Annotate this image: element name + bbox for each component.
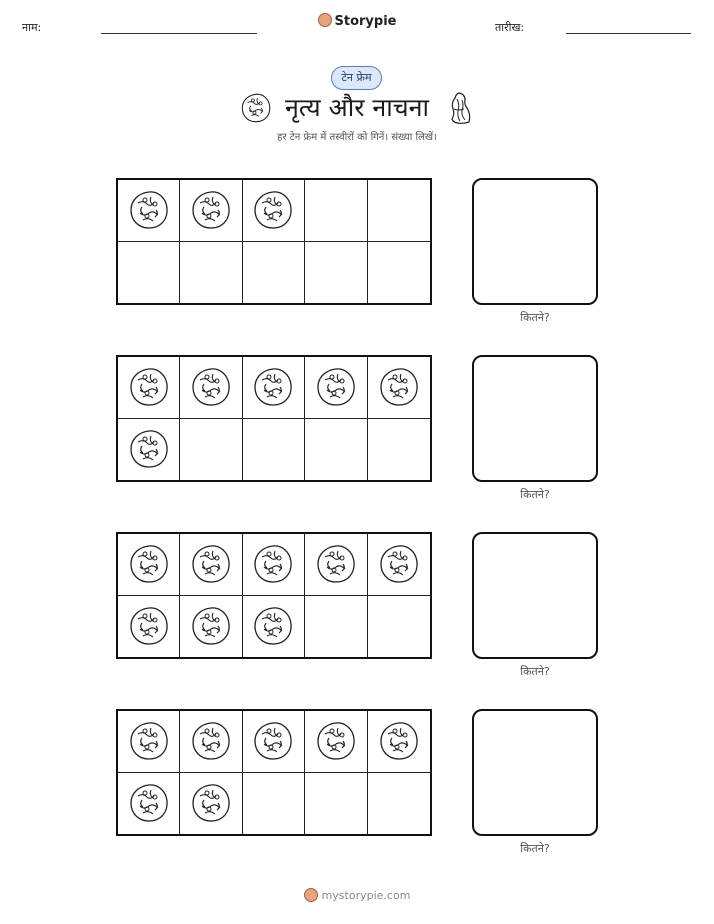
dancing-circle-icon xyxy=(252,366,294,408)
brand-name: Storypie xyxy=(334,14,397,29)
footer xyxy=(0,888,714,902)
instruction-text: हर टेन फ्रेम में तस्वीरों को गिनें। संख्या लिखें। xyxy=(277,132,437,143)
worksheet-title: नृत्य और नाचना xyxy=(285,93,429,122)
ten-frame-cell xyxy=(118,180,180,242)
dancing-circle-icon xyxy=(252,543,294,585)
dancing-circle-icon xyxy=(128,720,170,762)
dancing-circle-icon xyxy=(190,782,232,824)
answer-box[interactable] xyxy=(472,532,598,659)
dancing-circle-icon xyxy=(252,605,294,647)
ten-frame-cell xyxy=(243,711,305,773)
name-line[interactable] xyxy=(101,33,257,34)
ten-frame-cell xyxy=(180,534,242,596)
dancing-circle-icon xyxy=(315,366,357,408)
ten-frame-cell xyxy=(118,596,180,658)
dancing-circle-icon xyxy=(128,189,170,231)
dancing-circle-icon xyxy=(315,543,357,585)
ten-frame-cell xyxy=(243,596,305,658)
ten-frame-cell xyxy=(118,773,180,835)
dancer-figure-icon xyxy=(447,91,473,125)
dancing-circle-icon xyxy=(128,543,170,585)
ten-frame-cell xyxy=(368,180,430,242)
footer-url[interactable]: mystorypie.com xyxy=(321,889,411,902)
ten-frame-cell xyxy=(180,711,242,773)
answer-label: कितने? xyxy=(520,665,550,678)
bear-logo-icon xyxy=(304,888,318,902)
ten-frame-cell xyxy=(368,242,430,304)
ten-frame-cell xyxy=(305,596,367,658)
dancing-circle-icon xyxy=(128,605,170,647)
ten-frame-cell xyxy=(180,773,242,835)
ten-frame-cell xyxy=(243,419,305,481)
ten-frame-cell xyxy=(118,711,180,773)
answer-box[interactable] xyxy=(472,709,598,836)
ten-frame-cell xyxy=(368,596,430,658)
ten-frame-cell xyxy=(243,357,305,419)
date-line[interactable] xyxy=(566,33,691,34)
name-label: नाम: xyxy=(22,21,42,34)
ten-frame-cell xyxy=(118,534,180,596)
ten-frame-cell xyxy=(305,419,367,481)
dancing-circle-icon xyxy=(190,605,232,647)
ten-frame-cell xyxy=(243,180,305,242)
brand-logo xyxy=(0,13,714,29)
ten-frame-cell xyxy=(305,357,367,419)
dancing-circle-icon xyxy=(128,782,170,824)
dancing-circle-icon xyxy=(128,428,170,470)
ten-frame-cell xyxy=(305,711,367,773)
bear-logo-icon xyxy=(318,13,332,27)
ten-frame-cell xyxy=(180,596,242,658)
ten-frame-cell xyxy=(368,419,430,481)
ten-frame-cell xyxy=(180,357,242,419)
ten-frame-cell xyxy=(180,242,242,304)
ten-frame-cell xyxy=(368,773,430,835)
ten-frame-cell xyxy=(305,180,367,242)
dancing-circle-icon xyxy=(252,189,294,231)
ten-frame-cell xyxy=(368,534,430,596)
ten-frame xyxy=(116,709,432,836)
answer-label: कितने? xyxy=(520,488,550,501)
ten-frame-cell xyxy=(118,242,180,304)
dancing-circle-icon xyxy=(378,366,420,408)
ten-frame xyxy=(116,532,432,659)
ten-frame-cell xyxy=(305,773,367,835)
dancing-circle-icon xyxy=(190,366,232,408)
topic-badge: टेन फ्रेम xyxy=(331,66,382,90)
dancing-circle-icon xyxy=(252,720,294,762)
answer-box[interactable] xyxy=(472,178,598,305)
answer-label: कितने? xyxy=(520,311,550,324)
ten-frame-cell xyxy=(243,242,305,304)
answer-box[interactable] xyxy=(472,355,598,482)
dancing-circle-icon xyxy=(190,189,232,231)
dancing-circle-icon xyxy=(378,543,420,585)
ten-frame-cell xyxy=(180,419,242,481)
date-label: तारीख: xyxy=(495,21,525,34)
ten-frame xyxy=(116,178,432,305)
ten-frame-cell xyxy=(180,180,242,242)
dancing-circle-icon xyxy=(315,720,357,762)
dancing-circle-icon xyxy=(378,720,420,762)
ten-frame-cell xyxy=(243,773,305,835)
answer-label: कितने? xyxy=(520,842,550,855)
ten-frame-cell xyxy=(118,357,180,419)
ten-frame-cell xyxy=(305,242,367,304)
dancing-circle-icon xyxy=(128,366,170,408)
dancing-circle-icon xyxy=(190,543,232,585)
ten-frame-cell xyxy=(118,419,180,481)
ten-frame xyxy=(116,355,432,482)
dancing-circle-icon xyxy=(190,720,232,762)
ten-frame-cell xyxy=(368,357,430,419)
ten-frame-cell xyxy=(305,534,367,596)
ten-frame-cell xyxy=(243,534,305,596)
ten-frame-cell xyxy=(368,711,430,773)
